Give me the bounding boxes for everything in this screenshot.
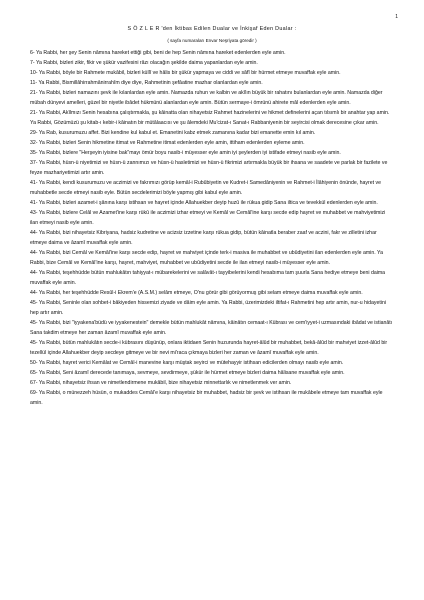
prayer-entry: 6- Ya Rabbi, her şey Senin nâmına hareket ettiği gibi, beni de hep Senin nâmına hareket edenlerden eyle amin. bbox=[30, 50, 286, 56]
prayer-entry: 43- Ya Rabbi, bizlere Celâl ve Azamet'ine karşı rükû ile aczimizi izhar etmeyi ve Kemâl ve Cemâl'ine karşı secde edip hayret ve muhabbet ve mahviyetimizi ilan etmeyi nasib eyle amin. bbox=[30, 210, 386, 226]
prayer-entry: 50- Ya Rabbi, hayret verici Kemâlat ve Cemâl-i manevine karşı müştak seyirci ve mütehayyir istihsan edicilerden olmayı nasib eyle amin. bbox=[30, 360, 344, 366]
prayer-entry: 45- Ya Rabbi, bizi "iyyakena'büdü ve iyyakenestein" demekle bütün mahlukât nâmına, kâinâtın cemaat-ı Kübrası ve cem'iyyet-i uzmasındaki ibâdat ve istianâtı Sana takdim etmeye her zaman âzamî muvaffak eyle amin. bbox=[30, 320, 393, 336]
prayer-entry: 44- Ya Rabbi, bizi Cemâl ve Kemâl'ine karşı secde edip, hayret ve mahviyet içinde terk-i masiva ile muhabbet ve ubûdiyetini ilan edenlerden eyle amin. Ya Rabbi, bize Cemâl ve Kemâl'ine karşı, hayret, mahviyet, muhabbet ve ubûdiyetini secde ile ilan etmeyi nasib-i müyesser eyle amin. bbox=[30, 250, 383, 266]
prayer-entry: 44- Ya Rabbi, teşehhüdde bütün mahlukâtın tahiyyat-ı mübarekelerini ve salâvât-ı tayyibelerini kendi hesabıma tam şuurla Sana hediye etmeye beni daima muvaffak eyle amin. bbox=[30, 270, 386, 286]
prayer-entry: 11- Ya Rabbi, Bismillâhirrahmânirrahîm diye diye, Rahmetinin şefâatine mazhar olanlardan eyle amin. bbox=[30, 80, 263, 86]
prayer-entry: 21- Ya Rabbi, Akîlmızı Senin hesabına çalıştırmakla, şu kâinatta olan nihayetsiz Rahmet hazinelerini ve hikmet definelerini açan tılsımlı bir anahtar yap amin. Ya Rabbi, Gözümüzü şu kitab-ı kebir-i kâinatın bir mütâlaacısı ve şu âlemdeki Mu'cizat-ı Sanat-ı Rabbaniyenin bir seyircisi olmak derecesine çıkar amin. bbox=[30, 110, 390, 126]
prayer-entry: 45- Ya Rabbi, Seninle olan sohbet-i bâkiyeden hissemizi ziyade ve dâim eyle amin. Ya Rabbi, üzerimizdeki iltifat-ı Rahmetini hep artır amin, nur-u hidayetini hep artır amin. bbox=[30, 300, 386, 316]
page-number: 1 bbox=[395, 14, 398, 20]
prayer-entry: 41- Ya Rabbi, kendi kusurumuzu ve aczimizi ve fakrımızı görüp kemâl-i Rubûbiyetin ve Kudret-i Samedâniyenin ve Rahmet-i İlâhiyenin önünde, hayret ve muhabbetle secde etmeyi nasib eyle. Bütün secdelerimizi böyle yapmış gibi kabul eyle amin. bbox=[30, 180, 382, 196]
document-title: S Ö Z L E R 'den İktibas Edilen Dualar ve İnkişaf Eden Dualar : bbox=[127, 26, 297, 32]
prayer-entry: 35- Ya Rabbi, bizlere "Herşeyin iyisine bak"mayı ömür boyu nasib-i müyesser eyle amin iyi şeylerden iyi istifade etmeyi nasib eyle amin. bbox=[30, 150, 341, 156]
prayer-entry: 21- Ya Rabbi, bizleri namazını şevk ile kılanlardan eyle amin. Namazda ruhun ve kalbin ve akîlın büyük bir rahatını bulanlardan eyle amin. Namazda diğer mübah dünyevi amelleri, güzel bir niyetle ibâdet hükmünü alanlardan eyle amin. Bütün sermaye-i ömrünü ahirete mâl edenlerden eyle amin. bbox=[30, 90, 383, 106]
prayer-entry: 44- Ya Rabbi, bizi nihayetsiz Kibriyana, hadsiz kudretine ve acizsiz izzetine karşı rükua gidip, bütün kâinatla beraber zaaf ve aczini, fakr ve zilletini izhar etmeye daima ve âzamî muvaffak eyle amin. bbox=[30, 230, 377, 246]
prayer-entry: 7- Ya Rabbi, bizleri zikir, fikir ve şükür vazifesini râzı olacağın şekilde daima yapanlardan eyle amin. bbox=[30, 60, 258, 66]
prayer-entry: 29- Ya Rab, kusurumuzu affet. Bizi kendine kul kabul et. Emanetini kabz etmek zamanına kadar bizi emanette emin kıl amin. bbox=[30, 130, 316, 136]
prayer-list bbox=[30, 48, 394, 408]
prayer-entry: 65- Ya Rabbi, Seni âzamî derecede tanımaya, sevmeye, sevdirmeye, şükür ile hürmet etmeye bizleri daima hâlisane muvaffak eyle amin. bbox=[30, 370, 345, 376]
prayer-entry: 32- Ya Rabbi, bizleri Senin hikmetine itimat ve Rahmetine itimat edenlerden eyle amin, ittiham edenlerden eyleme amin. bbox=[30, 140, 305, 146]
prayer-entry: 69- Ya Rabbi, o münezzeh hüsün, o mukaddes Cemâl'e karşı nihayetsiz bir muhabbet, hadsiz bir şevk ve istihsan ile mukâbele etmeye tam muvaffak eyle amin. bbox=[30, 390, 383, 406]
prayer-entry: 45- Ya Rabbi, bütün mahlukâtın secde-i kübrasını düşünüp, onlara iktidaen Senin huzurunda hayret-âlûd bir muhabbet, bekâ-âlûd bir mahviyet izzet-âlûd bir tezellül içinde Allahuekber deyip secdeye gitmeye ve bir nevi mi'raca çıkmaya bizleri her zaman ve âzamî muvaffak eyle amin. bbox=[30, 340, 388, 356]
prayer-entry: 41- Ya Rabbi, bizleri azamet-i şânına karşı istihsan ve hayret içinde Allahuekber deyip huzû ile rükua gidip Sana iltica ve tevekkül edenlerden eyle amin. bbox=[30, 200, 378, 206]
prayer-entry: 67- Ya Rabbi, nihayetsiz ihsan ve nimetlendirmene mukâbil, bize nihayetsiz minnettarlık ve nimetlenmek ver amin. bbox=[30, 380, 292, 386]
prayer-entry: 10- Ya Rabbi, böyle bir Rahmete mukâbil, bizleri küllî ve hâlis bir şükür yapmaya ve ciddi ve sâfî bir hürmet etmeye muvaffak eyle amin. bbox=[30, 70, 341, 76]
prayer-entry: 37- Ya Rabbi, hüsn-ü niyetimizi ve hüsn-ü zannımızı ve hüsn-ü hasletimizi ve hüsn-ü fikrimizi artırmakla büyük bir ihsana ve saadete ve parlak bir fazilete ve feyze mazhariyetimizi artır amin. bbox=[30, 160, 388, 176]
prayer-entry: 44- Ya Rabbi, her teşehhüdde Resûl-i Ekrem'e (A.S.M.) selâm etmeye, O'nu görür gibi görüyormuş gibi selam etmeye daima muvaffak eyle amin. bbox=[30, 290, 363, 296]
document-subtitle: ( sayfa numaraları Envar Neşriyata göredir ) bbox=[167, 38, 257, 43]
